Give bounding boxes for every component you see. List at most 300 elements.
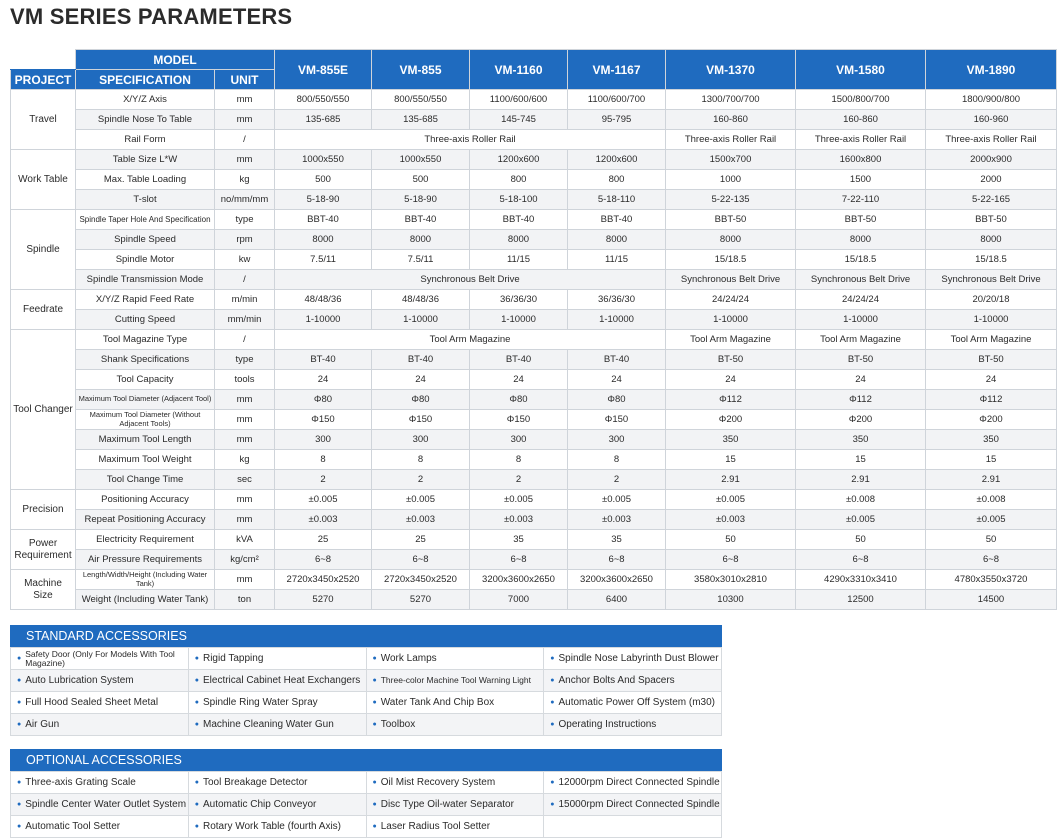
value-cell: ±0.003 xyxy=(568,510,666,530)
accessory-item xyxy=(544,794,722,816)
bullet-icon: ● xyxy=(17,779,22,786)
table-row xyxy=(11,350,1057,370)
spec-label: X/Y/Z Rapid Feed Rate xyxy=(76,290,215,310)
table-row xyxy=(11,130,1057,150)
value-cell: 1-10000 xyxy=(796,310,926,330)
accessory-item xyxy=(11,648,189,670)
spec-label: Maximum Tool Weight xyxy=(76,450,215,470)
accessory-item xyxy=(544,816,722,838)
value-cell: 1-10000 xyxy=(275,310,372,330)
value-cell: 6~8 xyxy=(470,550,568,570)
value-cell: 14500 xyxy=(926,590,1057,610)
value-cell: 1-10000 xyxy=(666,310,796,330)
spec-label: Tool Change Time xyxy=(76,470,215,490)
header-specification: SPECIFICATION xyxy=(76,70,215,90)
table-row xyxy=(11,190,1057,210)
value-cell: 15/18.5 xyxy=(666,250,796,270)
value-cell: 24 xyxy=(796,370,926,390)
bullet-icon: ● xyxy=(194,779,199,786)
value-cell: Φ150 xyxy=(470,410,568,430)
accessory-label: Three-axis Grating Scale xyxy=(25,777,136,788)
accessory-label: Spindle Center Water Outlet System xyxy=(25,799,187,810)
value-cell: Φ80 xyxy=(275,390,372,410)
value-cell: 1300/700/700 xyxy=(666,90,796,110)
value-cell: 1-10000 xyxy=(372,310,470,330)
value-cell: 15 xyxy=(796,450,926,470)
accessory-label: 12000rpm Direct Connected Spindle xyxy=(558,777,720,788)
group-label: Tool Changer xyxy=(11,330,76,490)
value-cell: Φ200 xyxy=(926,410,1057,430)
accessory-item xyxy=(544,692,722,714)
spec-label: Spindle Motor xyxy=(76,250,215,270)
accessory-row xyxy=(11,670,722,692)
value-cell: BT-40 xyxy=(275,350,372,370)
bullet-icon: ● xyxy=(550,655,555,662)
value-cell: 6400 xyxy=(568,590,666,610)
spec-label: Weight (Including Water Tank) xyxy=(76,590,215,610)
bullet-icon: ● xyxy=(194,677,199,684)
unit-label: mm xyxy=(215,90,275,110)
bullet-icon: ● xyxy=(372,823,377,830)
accessory-label: Disc Type Oil-water Separator xyxy=(380,799,514,810)
unit-label: m/min xyxy=(215,290,275,310)
value-cell: 300 xyxy=(372,430,470,450)
header-unit: UNIT xyxy=(215,70,275,90)
table-row xyxy=(11,330,1057,350)
value-cell: 95-795 xyxy=(568,110,666,130)
header-blank xyxy=(11,50,76,70)
spec-label: Positioning Accuracy xyxy=(76,490,215,510)
accessory-item xyxy=(11,714,189,736)
spec-label: Repeat Positioning Accuracy xyxy=(76,510,215,530)
value-cell: 5-18-110 xyxy=(568,190,666,210)
value-cell: 8000 xyxy=(926,230,1057,250)
table-row xyxy=(11,410,1057,430)
header-model: MODEL xyxy=(76,50,275,70)
value-cell: 2.91 xyxy=(666,470,796,490)
accessory-item xyxy=(366,816,544,838)
value-cell: 25 xyxy=(372,530,470,550)
value-cell: 12500 xyxy=(796,590,926,610)
value-cell: 8 xyxy=(372,450,470,470)
table-row xyxy=(11,390,1057,410)
value-cell: 1000x550 xyxy=(275,150,372,170)
bullet-icon: ● xyxy=(372,655,377,662)
value-cell: 1000x550 xyxy=(372,150,470,170)
value-cell: 4290x3310x3410 xyxy=(796,570,926,590)
accessory-item xyxy=(366,692,544,714)
value-cell: ±0.003 xyxy=(372,510,470,530)
value-cell: 1000 xyxy=(666,170,796,190)
value-cell: ±0.005 xyxy=(372,490,470,510)
value-cell: Three-axis Roller Rail xyxy=(926,130,1057,150)
value-cell: 7.5/11 xyxy=(372,250,470,270)
value-cell: 6~8 xyxy=(568,550,666,570)
bullet-icon: ● xyxy=(372,677,377,684)
accessory-item xyxy=(366,772,544,794)
group-label: Feedrate xyxy=(11,290,76,330)
model-header: VM-1370 xyxy=(666,50,796,90)
spec-label: X/Y/Z Axis xyxy=(76,90,215,110)
table-row xyxy=(11,370,1057,390)
table-row xyxy=(11,590,1057,610)
group-label: Spindle xyxy=(11,210,76,290)
accessory-label: Work Lamps xyxy=(380,653,437,664)
accessory-item xyxy=(544,648,722,670)
value-cell: Tool Arm Magazine xyxy=(666,330,796,350)
value-cell: 500 xyxy=(275,170,372,190)
value-cell: 2000x900 xyxy=(926,150,1057,170)
value-cell: ±0.005 xyxy=(275,490,372,510)
value-cell: Φ80 xyxy=(470,390,568,410)
table-row xyxy=(11,570,1057,590)
value-cell: 1100/600/600 xyxy=(470,90,568,110)
table-row xyxy=(11,170,1057,190)
value-cell: Three-axis Roller Rail xyxy=(796,130,926,150)
bullet-icon: ● xyxy=(550,721,555,728)
accessory-item xyxy=(188,772,366,794)
table-row xyxy=(11,230,1057,250)
accessory-item xyxy=(11,772,189,794)
value-cell: 145-745 xyxy=(470,110,568,130)
value-cell: BBT-50 xyxy=(796,210,926,230)
value-cell: 35 xyxy=(568,530,666,550)
value-cell: Synchronous Belt Drive xyxy=(796,270,926,290)
model-header: VM-855E xyxy=(275,50,372,90)
accessory-label: Rigid Tapping xyxy=(202,653,264,664)
unit-label: kVA xyxy=(215,530,275,550)
unit-label: / xyxy=(215,130,275,150)
standard-accessories-title: STANDARD ACCESSORIES xyxy=(10,625,722,647)
value-cell: 1500 xyxy=(796,170,926,190)
accessory-item xyxy=(11,670,189,692)
value-cell: 8 xyxy=(470,450,568,470)
spec-label: Length/Width/Height (Including Water Tank) xyxy=(76,570,215,590)
value-cell: 15/18.5 xyxy=(926,250,1057,270)
accessory-label: Rotary Work Table (fourth Axis) xyxy=(202,821,341,832)
table-row xyxy=(11,470,1057,490)
value-cell: 15 xyxy=(666,450,796,470)
value-cell: 24/24/24 xyxy=(796,290,926,310)
accessory-item xyxy=(188,648,366,670)
table-row xyxy=(11,510,1057,530)
unit-label: mm xyxy=(215,490,275,510)
value-cell: 36/36/30 xyxy=(470,290,568,310)
value-cell: 135-685 xyxy=(275,110,372,130)
bullet-icon: ● xyxy=(194,823,199,830)
value-cell: ±0.005 xyxy=(470,490,568,510)
value-cell: BT-40 xyxy=(470,350,568,370)
value-cell: Tool Arm Magazine xyxy=(796,330,926,350)
value-cell: 11/15 xyxy=(470,250,568,270)
accessory-row xyxy=(11,714,722,736)
value-cell: 350 xyxy=(926,430,1057,450)
value-cell: 1-10000 xyxy=(568,310,666,330)
accessory-label: Toolbox xyxy=(380,719,416,730)
value-cell: 8000 xyxy=(275,230,372,250)
group-label: Power Requirement xyxy=(11,530,76,570)
value-cell: Φ150 xyxy=(275,410,372,430)
value-cell: 7-22-110 xyxy=(796,190,926,210)
value-cell: 5-18-90 xyxy=(372,190,470,210)
spec-label: Table Size L*W xyxy=(76,150,215,170)
unit-label: rpm xyxy=(215,230,275,250)
unit-label: type xyxy=(215,350,275,370)
value-cell: Φ80 xyxy=(568,390,666,410)
value-cell: 8 xyxy=(568,450,666,470)
bullet-icon: ● xyxy=(17,801,22,808)
value-cell: 2720x3450x2520 xyxy=(372,570,470,590)
accessory-label: Laser Radius Tool Setter xyxy=(380,821,491,832)
value-cell: Φ150 xyxy=(372,410,470,430)
unit-label: sec xyxy=(215,470,275,490)
group-label: Travel xyxy=(11,90,76,150)
value-cell: 300 xyxy=(568,430,666,450)
spec-label: Spindle Taper Hole And Specification xyxy=(76,210,215,230)
model-header: VM-1890 xyxy=(926,50,1057,90)
spec-label: Cutting Speed xyxy=(76,310,215,330)
accessory-item xyxy=(188,714,366,736)
value-cell: 24 xyxy=(372,370,470,390)
unit-label: no/mm/mm xyxy=(215,190,275,210)
accessory-item xyxy=(188,692,366,714)
unit-label: tools xyxy=(215,370,275,390)
value-cell: 8000 xyxy=(666,230,796,250)
value-cell: 5-22-165 xyxy=(926,190,1057,210)
model-header: VM-1160 xyxy=(470,50,568,90)
value-cell: Φ80 xyxy=(372,390,470,410)
unit-label: ton xyxy=(215,590,275,610)
value-cell: 800/550/550 xyxy=(372,90,470,110)
unit-label: mm xyxy=(215,570,275,590)
table-row xyxy=(11,550,1057,570)
accessory-label: Oil Mist Recovery System xyxy=(380,777,496,788)
value-cell: Φ112 xyxy=(926,390,1057,410)
value-cell: 24 xyxy=(275,370,372,390)
value-cell: 4780x3550x3720 xyxy=(926,570,1057,590)
accessory-item xyxy=(11,816,189,838)
value-cell: 800 xyxy=(568,170,666,190)
value-cell: 3200x3600x2650 xyxy=(470,570,568,590)
accessory-label: Auto Lubrication System xyxy=(25,675,134,686)
value-cell: 50 xyxy=(796,530,926,550)
accessory-label: Water Tank And Chip Box xyxy=(380,697,495,708)
group-label: Precision xyxy=(11,490,76,530)
value-cell: Tool Arm Magazine xyxy=(926,330,1057,350)
value-cell: Φ112 xyxy=(796,390,926,410)
unit-label: kg xyxy=(215,450,275,470)
value-cell: 24 xyxy=(926,370,1057,390)
unit-label: kw xyxy=(215,250,275,270)
accessory-label: Machine Cleaning Water Gun xyxy=(202,719,334,730)
value-cell: BT-50 xyxy=(796,350,926,370)
table-row xyxy=(11,430,1057,450)
value-cell: 2 xyxy=(372,470,470,490)
table-row xyxy=(11,210,1057,230)
accessory-label: Automatic Power Off System (m30) xyxy=(558,697,716,708)
value-cell: 2.91 xyxy=(926,470,1057,490)
value-cell: 1500x700 xyxy=(666,150,796,170)
value-cell: 2720x3450x2520 xyxy=(275,570,372,590)
value-cell: 8000 xyxy=(470,230,568,250)
value-cell: 7.5/11 xyxy=(275,250,372,270)
accessory-item xyxy=(11,794,189,816)
value-cell: 24 xyxy=(470,370,568,390)
value-cell: ±0.008 xyxy=(926,490,1057,510)
value-cell: 24 xyxy=(568,370,666,390)
value-cell: ±0.003 xyxy=(470,510,568,530)
value-cell: 5-18-100 xyxy=(470,190,568,210)
accessory-label: Full Hood Sealed Sheet Metal xyxy=(25,697,159,708)
spec-label: Shank Specifications xyxy=(76,350,215,370)
unit-label: mm/min xyxy=(215,310,275,330)
accessory-item xyxy=(544,714,722,736)
accessory-label: Anchor Bolts And Spacers xyxy=(558,675,675,686)
unit-label: kg/cm² xyxy=(215,550,275,570)
accessory-label: Three-color Machine Tool Warning Light xyxy=(380,675,531,685)
value-cell: 1600x800 xyxy=(796,150,926,170)
parameters-table xyxy=(10,49,1057,610)
value-cell: 5270 xyxy=(372,590,470,610)
spec-label: Spindle Nose To Table xyxy=(76,110,215,130)
value-cell: 8000 xyxy=(568,230,666,250)
bullet-icon: ● xyxy=(17,699,22,706)
value-cell: 6~8 xyxy=(796,550,926,570)
accessory-label: Automatic Chip Conveyor xyxy=(202,799,317,810)
value-cell: 1200x600 xyxy=(568,150,666,170)
optional-accessories-table xyxy=(10,771,722,838)
table-row xyxy=(11,310,1057,330)
unit-label: / xyxy=(215,270,275,290)
unit-label: mm xyxy=(215,430,275,450)
value-cell: 2 xyxy=(470,470,568,490)
value-cell: ±0.008 xyxy=(796,490,926,510)
accessory-item xyxy=(11,692,189,714)
value-cell: 5270 xyxy=(275,590,372,610)
spec-label: Spindle Transmission Mode xyxy=(76,270,215,290)
accessory-item xyxy=(366,714,544,736)
accessory-label: Operating Instructions xyxy=(558,719,657,730)
table-row xyxy=(11,490,1057,510)
value-cell: 25 xyxy=(275,530,372,550)
value-cell: BBT-40 xyxy=(372,210,470,230)
optional-accessories-title: OPTIONAL ACCESSORIES xyxy=(10,749,722,771)
value-cell: 6~8 xyxy=(372,550,470,570)
unit-label: mm xyxy=(215,410,275,430)
accessory-label: Spindle Ring Water Spray xyxy=(202,697,318,708)
value-cell: 2.91 xyxy=(796,470,926,490)
unit-label: / xyxy=(215,330,275,350)
bullet-icon: ● xyxy=(372,699,377,706)
bullet-icon: ● xyxy=(194,655,199,662)
value-cell: 160-860 xyxy=(666,110,796,130)
table-row xyxy=(11,150,1057,170)
spec-label: Spindle Speed xyxy=(76,230,215,250)
spec-label: Air Pressure Requirements xyxy=(76,550,215,570)
value-cell: Φ200 xyxy=(666,410,796,430)
value-cell-merged: Three-axis Roller Rail xyxy=(275,130,666,150)
value-cell: 1-10000 xyxy=(926,310,1057,330)
table-row xyxy=(11,90,1057,110)
value-cell: Φ112 xyxy=(666,390,796,410)
spec-label: Electricity Requirement xyxy=(76,530,215,550)
value-cell: BT-50 xyxy=(666,350,796,370)
value-cell: 15/18.5 xyxy=(796,250,926,270)
value-cell: 2 xyxy=(275,470,372,490)
accessory-item xyxy=(188,794,366,816)
value-cell: BBT-50 xyxy=(926,210,1057,230)
value-cell: 35 xyxy=(470,530,568,550)
value-cell: 36/36/30 xyxy=(568,290,666,310)
value-cell: 10300 xyxy=(666,590,796,610)
value-cell: 1800/900/800 xyxy=(926,90,1057,110)
value-cell: BT-40 xyxy=(372,350,470,370)
value-cell: 24/24/24 xyxy=(666,290,796,310)
value-cell: 800 xyxy=(470,170,568,190)
value-cell: 2000 xyxy=(926,170,1057,190)
accessory-item xyxy=(544,670,722,692)
bullet-icon: ● xyxy=(372,721,377,728)
value-cell: BBT-40 xyxy=(275,210,372,230)
value-cell: 48/48/36 xyxy=(275,290,372,310)
value-cell: 2 xyxy=(568,470,666,490)
header-project: PROJECT xyxy=(11,70,76,90)
unit-label: mm xyxy=(215,510,275,530)
accessory-label: Electrical Cabinet Heat Exchangers xyxy=(202,675,361,686)
value-cell: 8 xyxy=(275,450,372,470)
page-title: VM SERIES PARAMETERS xyxy=(10,4,293,29)
value-cell: 350 xyxy=(666,430,796,450)
value-cell: Φ150 xyxy=(568,410,666,430)
value-cell: 1100/600/700 xyxy=(568,90,666,110)
value-cell: ±0.003 xyxy=(275,510,372,530)
accessory-item xyxy=(366,670,544,692)
spec-label: Max. Table Loading xyxy=(76,170,215,190)
value-cell: Synchronous Belt Drive xyxy=(926,270,1057,290)
table-row xyxy=(11,250,1057,270)
value-cell: Synchronous Belt Drive xyxy=(666,270,796,290)
accessory-label: Spindle Nose Labyrinth Dust Blower xyxy=(558,653,719,664)
bullet-icon: ● xyxy=(194,699,199,706)
bullet-icon: ● xyxy=(550,699,555,706)
accessory-label: Air Gun xyxy=(25,719,60,730)
value-cell: 7000 xyxy=(470,590,568,610)
value-cell: 3580x3010x2810 xyxy=(666,570,796,590)
unit-label: mm xyxy=(215,390,275,410)
accessory-item xyxy=(188,670,366,692)
value-cell: BT-40 xyxy=(568,350,666,370)
accessory-row xyxy=(11,692,722,714)
value-cell: 8000 xyxy=(796,230,926,250)
value-cell: 800/550/550 xyxy=(275,90,372,110)
model-header: VM-855 xyxy=(372,50,470,90)
unit-label: mm xyxy=(215,110,275,130)
bullet-icon: ● xyxy=(194,801,199,808)
table-row xyxy=(11,450,1057,470)
group-label: Work Table xyxy=(11,150,76,210)
accessory-item xyxy=(544,772,722,794)
value-cell: 500 xyxy=(372,170,470,190)
value-cell: BBT-40 xyxy=(470,210,568,230)
value-cell: 1500/800/700 xyxy=(796,90,926,110)
model-header: VM-1167 xyxy=(568,50,666,90)
spec-label: Tool Capacity xyxy=(76,370,215,390)
table-row xyxy=(11,270,1057,290)
value-cell: 1200x600 xyxy=(470,150,568,170)
bullet-icon: ● xyxy=(17,655,22,662)
optional-accessories-panel xyxy=(10,749,722,838)
bullet-icon: ● xyxy=(194,721,199,728)
